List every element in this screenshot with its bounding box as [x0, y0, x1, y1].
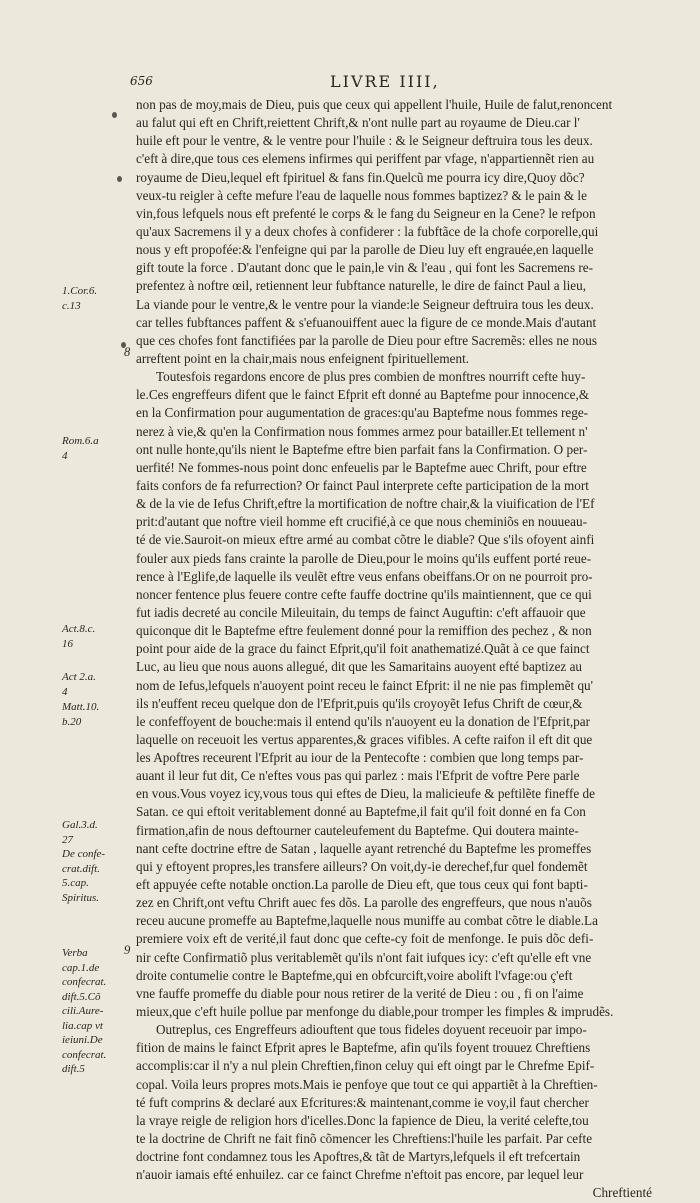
text-line: quiconque dit le Baptefme eftre feulement donné pour la remiffion des pechez , & non: [136, 623, 592, 639]
text-line: droite contumelie contre le Baptefme,qui en obfcurcift,voire abolift l'vfage:ou ç'eft: [136, 967, 573, 983]
text-line: nant cefte doctrine eftre de Satan , laquelle ayant retrenché du Baptefme les promeffes: [136, 840, 592, 856]
text-line: copal. Voila leurs propres mots.Mais ie penfoye que tout ce qui appartiẽt à la Chreftien-: [136, 1076, 598, 1092]
text-line: rence à l'Eglife,de laquelle ils veulẽt eftre veus enfans obeiffans.Or on ne pourroit pro-: [136, 568, 593, 584]
margin-note-verba: Verba cap.1.de confecrat. dift.5.Cõ cili.Aure- lia.cap vt ieiuni.De confecrat. dift.5: [62, 947, 107, 1075]
text-line: Luc, au lieu que nous auons allegué, dit que les Samaritains auoyent efté baptizez au: [136, 659, 583, 675]
margin-note-act8: Act.8.c. 16: [62, 623, 96, 650]
text-line: en la Confirmation pour augumentation de graces:qu'au Baptefme nous fommes rege-: [136, 405, 589, 421]
text-line: nir cefte Confirmatiõ plus veritablemẽt qu'ils n'ont fait iufques icy: c'eft qu'elle eft vne: [136, 949, 592, 965]
text-line: vne fauffe promeffe du diable pour nous retirer de la verité de Dieu : ou , fi on l'aime: [136, 985, 584, 1001]
text-line: huile eft pour le ventre, & le ventre pour l'huile : & le Seigneur deftruira tous les deux.: [136, 133, 593, 149]
text-line: que ces chofes font fanctifiées par la parolle de Dieu pour eftre Sacremẽs: elles ne nous: [136, 332, 598, 348]
text-line: uerfité! Ne fommes-nous point donc enfeuelis par le Baptefme auec Chrift, pour eftre: [136, 459, 587, 475]
body-text: [136, 96, 652, 1203]
text-line: veux-tu reigler à cefte mefure l'eau de laquelle nous fommes baptizez? & le pain & le: [136, 187, 587, 203]
text-line: la vraye reigle de religion hors d'icelles.Donc la fapience de Dieu, la verité celefte,tou: [136, 1112, 589, 1128]
margin-note-matt: Matt.10. b.20: [62, 701, 100, 728]
text-line: fition de mains le fainct Efprit apres le Baptefme, afin qu'ils foyent trouuez Chreftiens: [136, 1040, 591, 1056]
text-line: car telles fubftances paffent & s'efuanouiffent auec la figure de ce monde.Mais d'autant: [136, 314, 597, 330]
text-line: point pour aide de la grace du fainct Efprit,qu'il foit anathematizé.Quãt à ce que fainct: [136, 641, 590, 657]
page-number: 656: [130, 74, 153, 88]
text-line: faits confors de fa refurrection? Or fainct Paul interprete cefte participation de la mort: [136, 477, 589, 493]
text-line: c'eft à dire,que tous ces elemens infirmes qui periffent par vfage, n'appartiennẽt rien au: [136, 151, 595, 167]
text-line: eft appuyée cefte notable onction.La parolle de Dieu eft, que tous ceux qui font bapti-: [136, 877, 588, 893]
text-line: arreftent point en la chair,mais nous enfeignent fpirituellement.: [136, 350, 470, 366]
ink-blot-mark: [112, 112, 117, 118]
margin-note-act2: Act 2.a. 4: [62, 671, 96, 698]
text-line: au falut qui eft en Chrift,reiettent Chrift,& n'ont nulle part au royaume de Dieu.car l': [136, 115, 580, 131]
text-line: Toutesfois regardons encore de plus pres combien de monftres nourrift cefte huy-: [156, 369, 586, 385]
text-line: té de vie.Sauroit-on mieux eftre armé au combat cõtre le diable? Que s'ils ofoyent ainfi: [136, 532, 595, 548]
text-line: vin,fous lefquels nous eft prefenté le corps & le fang du Seigneur en la Cene? le refpon: [136, 205, 596, 221]
text-line: accomplis:car il n'y a nul plein Chreftien,finon celuy qui eft oingt par le Chrefme Epif-: [136, 1058, 595, 1074]
text-line: Outreplus, ces Engreffeurs adiouftent que tous fideles doyuent receuoir par impo-: [156, 1022, 587, 1038]
margin-note-cor: 1.Cor.6. c.13: [62, 285, 98, 312]
text-line: en vous.Vous voyez icy,vous tous qui eftes de Dieu, la malicieufe & peftilẽte fineffe de: [136, 786, 595, 802]
ink-blot-mark: [117, 176, 122, 182]
text-line: Satan. ce qui eftoit veritablement donné au Baptefme,il fait qu'il foit donné en fa Con: [136, 804, 586, 820]
text-line: receu aucune promeffe au Baptefme,laquelle nous muniffe au combat cõtre le diable.La: [136, 913, 598, 929]
text-line: fouler aux pieds fans crainte la parolle de Dieu,pour le moins qu'ils euffent porté reue-: [136, 550, 592, 566]
text-line: nous y eft propofée:& l'enfeigne qui par la parolle de Dieu luy eft engrauée,en laquelle: [136, 242, 594, 258]
text-line: non pas de moy,mais de Dieu, puis que ceux qui appellent l'huile, Huile de falut,renoncent: [136, 97, 613, 112]
text-line: té fuft comprins & declaré aux Efcritures:& maintenant,comme ie voy,il faut chercher: [136, 1094, 589, 1110]
text-line: qu'aux Sacremens il y a deux chofes à confiderer : la fubftãce de la chofe corporelle,qui: [136, 223, 599, 239]
text-line: zez en Chrift,ont veftu Chrift auec fes dõs. La parolle des engreffeurs, que nous n'auõs: [136, 895, 592, 911]
text-line: fut iadis decreté au concile Mileuitain, du temps de fainct Auguftin: c'eft affauoir que: [136, 604, 586, 620]
catchword: Chreftienté: [592, 1185, 652, 1201]
text-line: La viande pour le ventre,& le ventre pour la viande:le Seigneur deftruira tous les deux.: [136, 296, 594, 312]
text-line: le confeffoyent de bouche:mais il entend qu'ils n'auoyent eu la donation de l'Efprit,par: [136, 713, 591, 729]
text-line: laquelle on receuoit les vertus apparentes,& graces vifibles. A cefte raifon il eft dit que: [136, 731, 593, 747]
text-line: n'auoir iamais efté enhuilez. car ce fainct Chrefme n'eftoit pas encore, par lequel leur: [136, 1167, 584, 1183]
margin-note-rom: Rom.6.a 4: [62, 435, 99, 462]
text-line: prit:d'autant que noftre vieil homme eft crucifié,à ce que nous cheminiõs en nouueau-: [136, 514, 587, 530]
text-line: royaume de Dieu,lequel eft fpirituel & fans fin.Quelcũ me pourra icy dire,Quoy dõc?: [136, 169, 585, 185]
text-line: mieux,que c'eft huile pollue par menfonge du diable,pour tromper les fimples & imprudẽs.: [136, 1004, 614, 1020]
margin-note-gal: Gal.3.d. 27 De confe- crat.dift. 5.cap. Spiritus.: [62, 819, 106, 904]
running-title: LIVRE IIII,: [330, 72, 440, 91]
text-line: noncer fentence plus feuere contre cefte fauffe doctrine qu'ils maintiennent, que ce qui: [136, 586, 592, 602]
text-line: firmation,afin de nous deftourner cauteleufement du Baptefme. Qui doutera mainte-: [136, 822, 579, 838]
text-line: nom de Iefus,lefquels n'auoyent point receu le fainct Efprit: il ne nie pas fimplemẽt qu': [136, 677, 594, 693]
paragraph-number: 9: [124, 943, 131, 957]
text-line: nerez à vie,& qu'en la Confirmation nous fommes armez pour batailler.Et tellement n': [136, 423, 588, 439]
paragraph-number: 8: [124, 345, 131, 359]
text-line: ils n'euffent receu quelque don de l'Efprit,puis qu'ils croyoyẽt Iefus Chrift de cœur,&: [136, 695, 583, 711]
text-line: te la doctrine de Chrift ne fait finõ cõmencer les Chreftiens:l'huile les parfait. Par cefte: [136, 1131, 593, 1147]
text-line: prefentez à noftre œil, retiennent leur fubftance naturelle, le dire de fainct Paul a lieu,: [136, 278, 586, 294]
text-line: auant il leur fut dit, Ce n'eftes vous pas qui parlez : mais l'Efprit de voftre Pere parle: [136, 768, 580, 784]
text-line: & de la vie de Iefus Chrift,eftre la mortification de noftre chair,& la viuification de l'Ef: [136, 496, 595, 512]
text-line: gift toute la force . D'autant donc que le pain,le vin & l'eau , qui font les Sacremens re-: [136, 260, 594, 276]
text-line: premiere voix eft de verité,il faut donc que cefte-cy foit de menfonge. Ie puis dõc defi-: [136, 931, 594, 947]
page-header: [130, 74, 650, 94]
text-line: qui y eftoyent propres,les transfere ailleurs? On voit,dy-ie derechef,fur quel fondemẽt: [136, 858, 588, 874]
text-line: ont nulle honte,qu'ils nient le Baptefme eftre bien parfait fans la Confirmation. O per-: [136, 441, 588, 457]
text-line: le.Ces engreffeurs difent que le fainct Efprit eft donné au Baptefme pour innocence,&: [136, 387, 590, 403]
text-line: doctrine font condamnez tous les Apoftres,& tãt de Martyrs,lefquels il eft trefcertain: [136, 1149, 581, 1165]
text-line: les Apoftres receurent l'Efprit au iour de la Pentecofte : combien que long temps par-: [136, 750, 584, 766]
